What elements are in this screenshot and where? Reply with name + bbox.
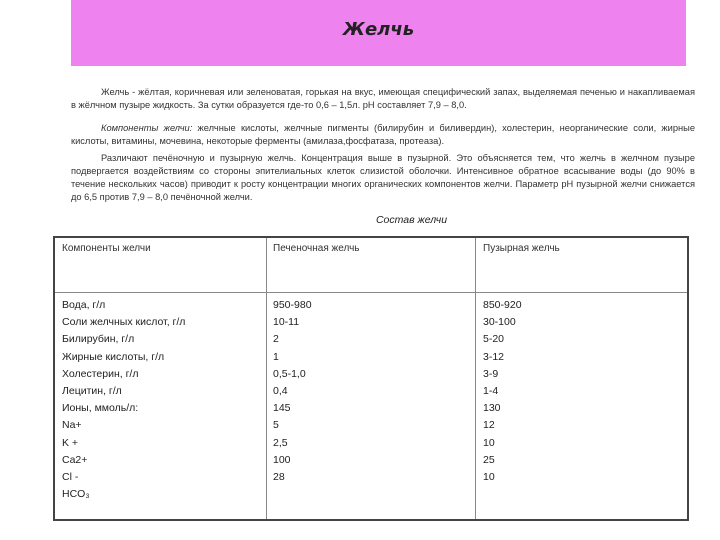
- component-cell: Билирубин, г/л: [62, 333, 135, 346]
- intro-text-3: Различают печёночную и пузырную желчь. Концентрация выше в пузырной. Это объясняется тем, что желчь в желчном пузыре подвергается воздействиям со стороны эпителиальных клеток слизистой оболочки. Интенсивное обратное всасывание воды (до 90% в течение нескольких часов) приводит к росту концентрации многих органических компонентов желчи. Параметр рН пузырной желчи снижается до 6,5 против 7,9 – 8,0 печёночной желчи.: [71, 153, 695, 202]
- header-divider: [55, 292, 687, 293]
- intro-paragraph-2: [71, 122, 695, 148]
- table-caption: Состав желчи: [375, 214, 448, 226]
- hepatic-value: 10-11: [273, 316, 300, 329]
- hepatic-value: 28: [273, 470, 285, 483]
- header-hepatic: Печеночная желчь: [273, 243, 360, 254]
- component-cell: Ca2+: [62, 453, 88, 466]
- component-cell: Ионы, ммоль/л:: [62, 402, 139, 415]
- hepatic-value: 0,5-1,0: [273, 367, 306, 380]
- gallbladder-value: 3-12: [483, 350, 505, 363]
- column-divider: [266, 238, 267, 519]
- bile-composition-table: [53, 236, 689, 521]
- gallbladder-value: 10: [483, 470, 495, 483]
- gallbladder-value: 12: [483, 419, 495, 432]
- gallbladder-value: 850-920: [483, 299, 522, 311]
- hepatic-value: 1: [273, 350, 279, 363]
- component-cell: Жирные кислоты, г/л: [62, 350, 165, 363]
- component-cell: Cl -: [62, 470, 79, 483]
- component-cell: HCO₃: [62, 488, 90, 501]
- component-cell: Na+: [62, 419, 82, 432]
- header-components: Компоненты желчи: [62, 243, 151, 254]
- hepatic-value: 2,5: [273, 436, 288, 449]
- hepatic-column: [273, 297, 312, 486]
- components-lead: Компоненты желчи:: [101, 123, 193, 133]
- component-cell: Вода, г/л: [62, 299, 106, 311]
- gallbladder-value: 1-4: [483, 384, 499, 397]
- hepatic-value: 950-980: [273, 299, 312, 311]
- components-text: желчные кислоты, желчные пигменты (билирубин и биливердин), холестерин, неорганические соли, жирные кислоты, витамины, мочевина, некоторые ферменты (амилаза,фосфатаза, протеаза).: [71, 123, 696, 146]
- gallbladder-value: 25: [483, 453, 495, 466]
- hepatic-value: 2: [273, 333, 279, 346]
- hepatic-value: 5: [273, 419, 279, 432]
- page-title: Желчь: [342, 19, 415, 40]
- component-cell: Холестерин, г/л: [62, 367, 139, 380]
- hepatic-value: 0,4: [273, 384, 288, 397]
- intro-paragraph-1: [71, 86, 695, 112]
- gallbladder-value: 130: [483, 402, 501, 415]
- components-column: [62, 297, 185, 503]
- gallbladder-value: 3-9: [483, 367, 499, 380]
- component-cell: Соли желчных кислот, г/л: [62, 316, 186, 329]
- hepatic-value: 145: [273, 402, 291, 415]
- gallbladder-value: 10: [483, 436, 495, 449]
- column-divider: [475, 238, 476, 519]
- hepatic-value: 100: [273, 453, 291, 466]
- header-gallbladder: Пузырная желчь: [483, 243, 560, 254]
- intro-text-1: Желчь - жёлтая, коричневая или зеленоватая, горькая на вкус, имеющая специфический запах, выделяемая печенью и накапливаемая в жёлчном пузыре жидкость. За сутки образуется где-то 0,6 – 1,5л. pH составляет 7,9 – 8,0.: [71, 87, 695, 110]
- gallbladder-value: 30-100: [483, 316, 516, 329]
- gallbladder-value: 5-20: [483, 333, 505, 346]
- component-cell: K +: [62, 436, 79, 449]
- gallbladder-column: [483, 297, 522, 486]
- component-cell: Лецитин, г/л: [62, 384, 122, 397]
- title-banner: [71, 0, 686, 66]
- intro-paragraph-3: [71, 152, 695, 204]
